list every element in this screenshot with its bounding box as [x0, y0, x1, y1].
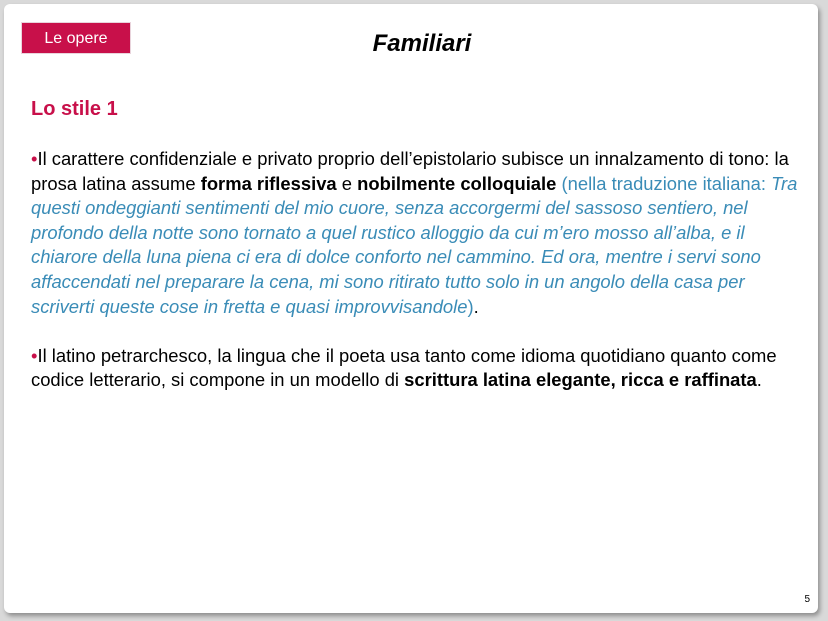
paragraph-2-end: .: [756, 369, 762, 391]
page-number: 5: [804, 594, 810, 605]
quote-intro: (nella traduzione italiana:: [561, 172, 772, 194]
translation-quote: [31, 173, 797, 317]
paragraph-2-text: Il latino petrarchesco, la lingua che il poeta usa tanto come idioma quotidiano quanto come codice letterario, si compone in un modello di: [31, 344, 777, 391]
paragraph-1-text: Il carattere confidenziale e privato proprio dell’epistolario subisce un innalzamento di tono: la prosa latina assume: [31, 148, 789, 194]
section-badge: Le opere: [21, 22, 131, 54]
bold-nobilmente-colloquiale: nobilmente colloquiale: [357, 172, 557, 194]
bullet-marker: •: [31, 344, 38, 366]
slide-title: Familiari: [372, 30, 472, 57]
paragraph-2: [31, 344, 801, 393]
quote-italic-text: Tra questi ondeggianti sentimenti del mio cuore, senza accorgermi del sassoso sentiero, nel profondo della notte sono tornato a quel rustico alloggio da cui m’ero mosso all’alba, e il chiarore della luna piena ci era di dolce conforto nel cammino. Ed ora, mentre i servi sono affaccendati nel preparare la cena, mi sono ritirato tutto solo in un angolo della casa per scriverti queste cose in fretta e quasi improvvisandole: [31, 172, 798, 317]
paragraph-1-end: .: [473, 295, 479, 317]
slide-subtitle: Lo stile 1: [31, 98, 118, 120]
bold-scrittura-latina: scrittura latina elegante, ricca e raffinata: [404, 369, 757, 391]
slide: [4, 4, 818, 613]
paragraph-1-connector: e: [336, 172, 358, 194]
quote-close: ): [467, 295, 474, 317]
bullet-marker: •: [31, 148, 38, 169]
bold-forma-riflessiva: forma riflessiva: [200, 172, 337, 194]
paragraph-1: [31, 147, 801, 319]
slide-body: [31, 147, 801, 393]
